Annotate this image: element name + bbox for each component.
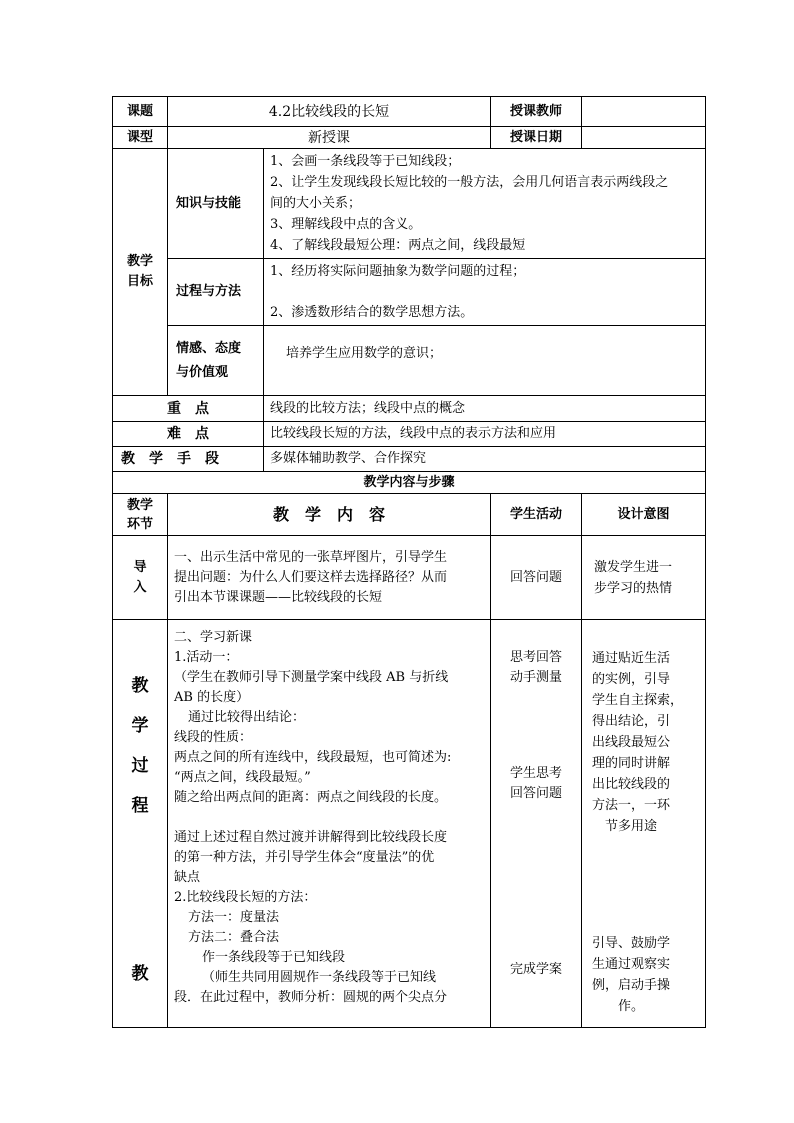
intro-stage	[113, 536, 168, 620]
topic-label: 课题	[113, 97, 168, 127]
process-line: 通过上述过程自然过渡并讲解得到比较线段长度	[174, 830, 448, 845]
process-line: （学生在教师引导下测量学案中线段 AB 与折线	[174, 670, 449, 685]
intent-line: 引导、鼓励学	[592, 936, 671, 951]
teacher-value	[582, 97, 706, 127]
key-points-label: 重 点	[113, 396, 264, 422]
type-value: 新授课	[168, 127, 491, 149]
col-stage-line2: 环节	[126, 516, 153, 532]
intro-stage-char: 入	[133, 579, 147, 595]
process-line: 的第一种方法，并引导学生体会“度量法”的优	[174, 850, 435, 865]
process-line: 线段的性质：	[174, 730, 253, 745]
process-stage-char: 教	[131, 964, 149, 984]
knowledge-item: 4、了解线段最短公理：两点之间，线段最短	[270, 238, 526, 253]
process-line: 二、学习新课	[174, 630, 253, 645]
process-stage-char: 过	[131, 756, 149, 776]
process-line: 两点之间的所有连线中，线段最短，也可简述为:	[174, 750, 452, 765]
intro-line: 一、出示生活中常见的一张草坪图片，引导学生	[174, 549, 448, 565]
process-stage	[113, 620, 168, 1028]
process-line: AB 的长度）	[174, 690, 250, 705]
process-intent	[582, 620, 706, 1028]
intent-line: 出比较线段的	[592, 777, 671, 792]
activity-line: 完成学案	[510, 962, 563, 977]
process-line: 随之给出两点间的距离：两点之间线段的长度。	[174, 790, 448, 805]
process-stage-char: 学	[131, 716, 149, 736]
activity-line: 学生思考	[510, 766, 563, 781]
process-line: 通过比较得出结论：	[188, 710, 306, 725]
process-line: （师生共同用圆规作一条线段等于已知线	[202, 970, 437, 985]
process-item: 1、经历将实际问题抽象为数学问题的过程；	[270, 264, 526, 279]
emotion-label	[168, 326, 264, 396]
process-line: 段．在此过程中，教师分析：圆规的两个尖点分	[174, 990, 448, 1005]
means-label: 教 学 手 段	[113, 447, 264, 472]
intro-stage-char: 导	[133, 559, 147, 575]
means-value: 多媒体辅助教学、合作探究	[264, 447, 706, 472]
difficulties-value: 比较线段长短的方法，线段中点的表示方法和应用	[264, 422, 706, 447]
knowledge-label: 知识与技能	[168, 149, 264, 259]
key-points-value: 线段的比较方法；线段中点的概念	[264, 396, 706, 422]
teacher-label: 授课教师	[491, 97, 582, 127]
process-activity	[491, 620, 582, 1028]
process-stage-char: 程	[131, 796, 149, 816]
knowledge-content	[264, 149, 706, 259]
process-stage-char: 教	[131, 676, 149, 696]
intent-line: 学生自主探索，	[592, 693, 684, 708]
process-content	[168, 620, 491, 1028]
intent-line: 通过贴近生活	[592, 651, 671, 666]
objectives-label	[113, 149, 168, 396]
activity-line: 动手测量	[510, 670, 563, 685]
process-line: 作一条线段等于已知线段	[202, 950, 346, 965]
intro-intent-line: 步学习的热情	[594, 580, 673, 596]
intro-intent	[582, 536, 706, 620]
difficulties-label: 难 点	[113, 422, 264, 447]
process-label: 过程与方法	[168, 259, 264, 326]
lesson-plan-table	[112, 96, 706, 1028]
intent-line: 得出结论，引	[592, 714, 671, 729]
process-line: 1.活动一：	[174, 650, 239, 665]
intent-line: 生通过观察实	[592, 957, 671, 972]
col-stage-header	[113, 494, 168, 536]
intent-line: 方法一，一环	[592, 798, 671, 813]
knowledge-item: 3、理解线段中点的含义。	[270, 217, 422, 232]
intent-line: 的实例，引导	[592, 672, 671, 687]
knowledge-item: 间的大小关系；	[270, 196, 362, 211]
objectives-label-line1: 教学	[126, 254, 153, 269]
process-line: 2.比较线段长短的方法：	[174, 890, 317, 905]
knowledge-item: 2、让学生发现线段长短比较的一般方法，会用几何语言表示两线段之	[270, 175, 669, 190]
intent-line: 作。	[592, 999, 645, 1014]
intro-line: 引出本节课课题——比较线段的长短	[174, 589, 383, 605]
intro-intent-line: 激发学生进一	[594, 559, 673, 575]
intro-content	[168, 536, 491, 620]
col-stage-line1: 教学	[126, 497, 153, 513]
intent-line: 节多用途	[592, 819, 658, 834]
date-value	[582, 127, 706, 149]
process-content	[264, 259, 706, 326]
intent-line: 理的同时讲解	[592, 756, 671, 771]
emotion-label-line1: 情感、态度	[176, 340, 242, 356]
col-activity-header: 学生活动	[491, 494, 582, 536]
process-line: “两点之间，线段最短。”	[174, 770, 311, 785]
intent-line: 出线段最短公	[592, 735, 671, 750]
intent-line: 例，启动手操	[592, 978, 671, 993]
intro-activity: 回答问题	[491, 536, 582, 620]
type-label: 课型	[113, 127, 168, 149]
emotion-label-line2: 与价值观	[176, 364, 229, 380]
activity-line: 思考回答	[510, 650, 563, 665]
process-line: 方法一：度量法	[188, 910, 280, 925]
date-label: 授课日期	[491, 127, 582, 149]
section-title: 教学内容与步骤	[113, 472, 706, 494]
col-content-header: 教 学 内 容	[168, 494, 491, 536]
topic-value: 4.2比较线段的长短	[168, 97, 491, 127]
col-intent-header: 设计意图	[582, 494, 706, 536]
process-item: 2、渗透数形结合的数学思想方法。	[270, 305, 474, 320]
knowledge-item: 1、会画一条线段等于已知线段；	[270, 154, 461, 169]
emotion-content: 培养学生应用数学的意识；	[264, 326, 706, 396]
objectives-label-line2: 目标	[126, 274, 153, 289]
intro-line: 提出问题：为什么人们要这样去选择路径？从而	[174, 569, 448, 585]
activity-line: 回答问题	[510, 786, 563, 801]
process-line: 方法二：叠合法	[188, 930, 280, 945]
process-line: 缺点	[174, 870, 201, 885]
